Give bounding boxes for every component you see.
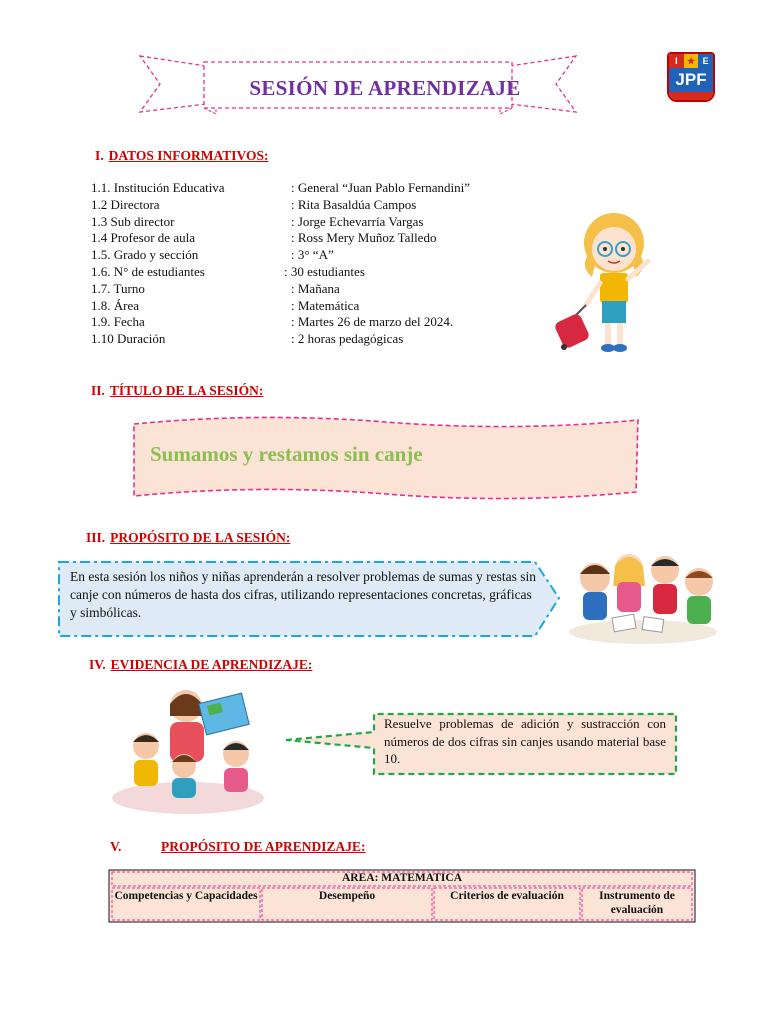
section-heading-datos: I. DATOS INFORMATIVOS: (95, 148, 269, 163)
section-heading-titulo: II. TÍTULO DE LA SESIÓN: (91, 383, 264, 398)
page-title: SESIÓN DE APRENDIZAJE (249, 76, 521, 100)
table-header-instrumento: Instrumento de evaluación (599, 890, 675, 916)
table-header-desempeno: Desempeño (318, 890, 376, 902)
teacher-reading-illustration (110, 682, 266, 816)
school-logo (667, 52, 715, 102)
table-area-header: AREA: MATEMATICA (342, 872, 462, 884)
logo-letter-e: E (698, 54, 713, 68)
section-heading-evidencia: IV. EVIDENCIA DE APRENDIZAJE: (89, 657, 313, 672)
table-header-competencias: Competencias y Capacidades (114, 890, 258, 902)
evidence-text: Resuelve problemas de adición y sustracción con números de dos cifras sin canjes usando material base 10. (384, 716, 666, 766)
logo-letter-i: I (669, 54, 684, 68)
children-group-illustration (565, 546, 721, 646)
table-header-criterios: Criterios de evaluación (450, 890, 564, 902)
girl-with-suitcase-illustration (552, 205, 672, 357)
purpose-text: En esta sesión los niños y niñas aprenderán a resolver problemas de sumas y restas sin canje con números de hasta dos cifras, utilizando representaciones concretas, gráficas y simbólicas. (70, 569, 537, 620)
session-title: Sumamos y restamos sin canje (150, 442, 423, 466)
section-heading-proposito-sesion: III. PROPÓSITO DE LA SESIÓN: (86, 530, 291, 545)
section-heading-proposito-aprendizaje: V. PROPÓSITO DE APRENDIZAJE: (110, 839, 366, 854)
logo-star-icon: ★ (684, 54, 699, 68)
logo-text: JPF (669, 68, 713, 92)
